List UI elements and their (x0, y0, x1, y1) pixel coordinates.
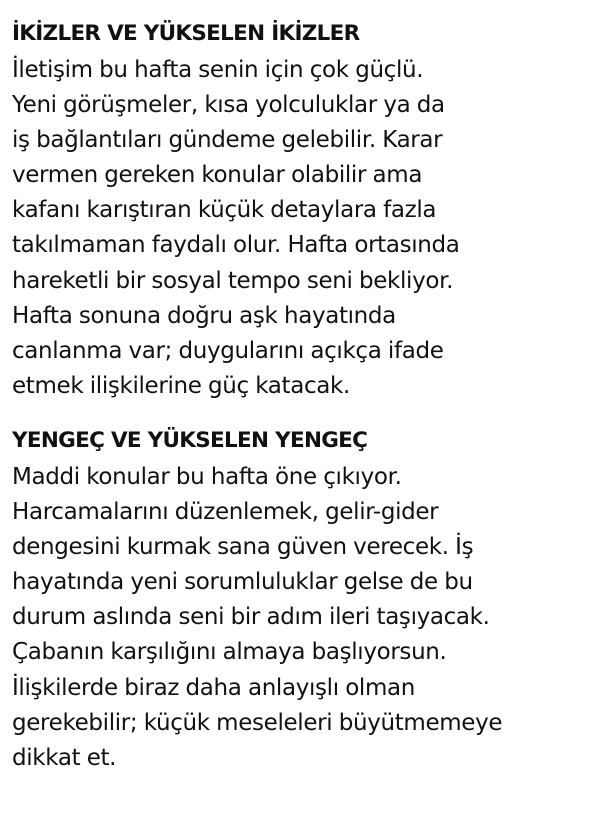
section-heading-cancer: YENGEÇ VE YÜKSELEN YENGEÇ (12, 427, 368, 453)
body-line: Yeni görüşmeler, kısa yolculuklar ya da (12, 92, 445, 119)
body-line: kafanı karıştıran küçük detaylara fazla (12, 197, 437, 224)
section-cancer (12, 427, 587, 776)
body-line: İletişim bu hafta senin için çok güçlü. (12, 57, 424, 83)
body-line: canlanma var; duygularını açıkça ifade (12, 337, 444, 364)
section-body-cancer (12, 460, 587, 776)
body-line: dengesini kurmak sana güven verecek. İş (12, 534, 474, 561)
body-line: vermen gereken konular olabilir ama (12, 162, 423, 189)
body-line: Harcamalarını düzenlemek, gelir-gider (12, 499, 439, 526)
body-line: iş bağlantıları gündeme gelebilir. Karar (12, 127, 443, 154)
section-gemini (12, 20, 587, 404)
body-line: hayatında yeni sorumluluklar gelse de bu (12, 569, 473, 596)
section-heading-gemini: İKİZLER VE YÜKSELEN İKİZLER (12, 21, 360, 46)
body-line: etmek ilişkilerine güç katacak. (12, 372, 350, 399)
body-line: Çabanın karşılığını almaya başlıyorsun. (12, 639, 447, 666)
body-line: İlişkilerde biraz daha anlayışlı olman (12, 674, 415, 701)
body-line: takılmaman faydalı olur. Hafta ortasında (12, 232, 460, 259)
body-line: Hafta sonuna doğru aşk hayatında (12, 302, 396, 329)
body-line: dikkat et. (12, 744, 117, 771)
body-line: Maddi konular bu hafta öne çıkıyor. (12, 463, 402, 490)
section-body-gemini (12, 53, 587, 404)
body-line: durum aslında seni bir adım ileri taşıyacak. (12, 604, 490, 631)
body-line: gerekebilir; küçük meseleleri büyütmemeye (12, 709, 503, 736)
body-line: hareketli bir sosyal tempo seni bekliyor. (12, 267, 454, 294)
